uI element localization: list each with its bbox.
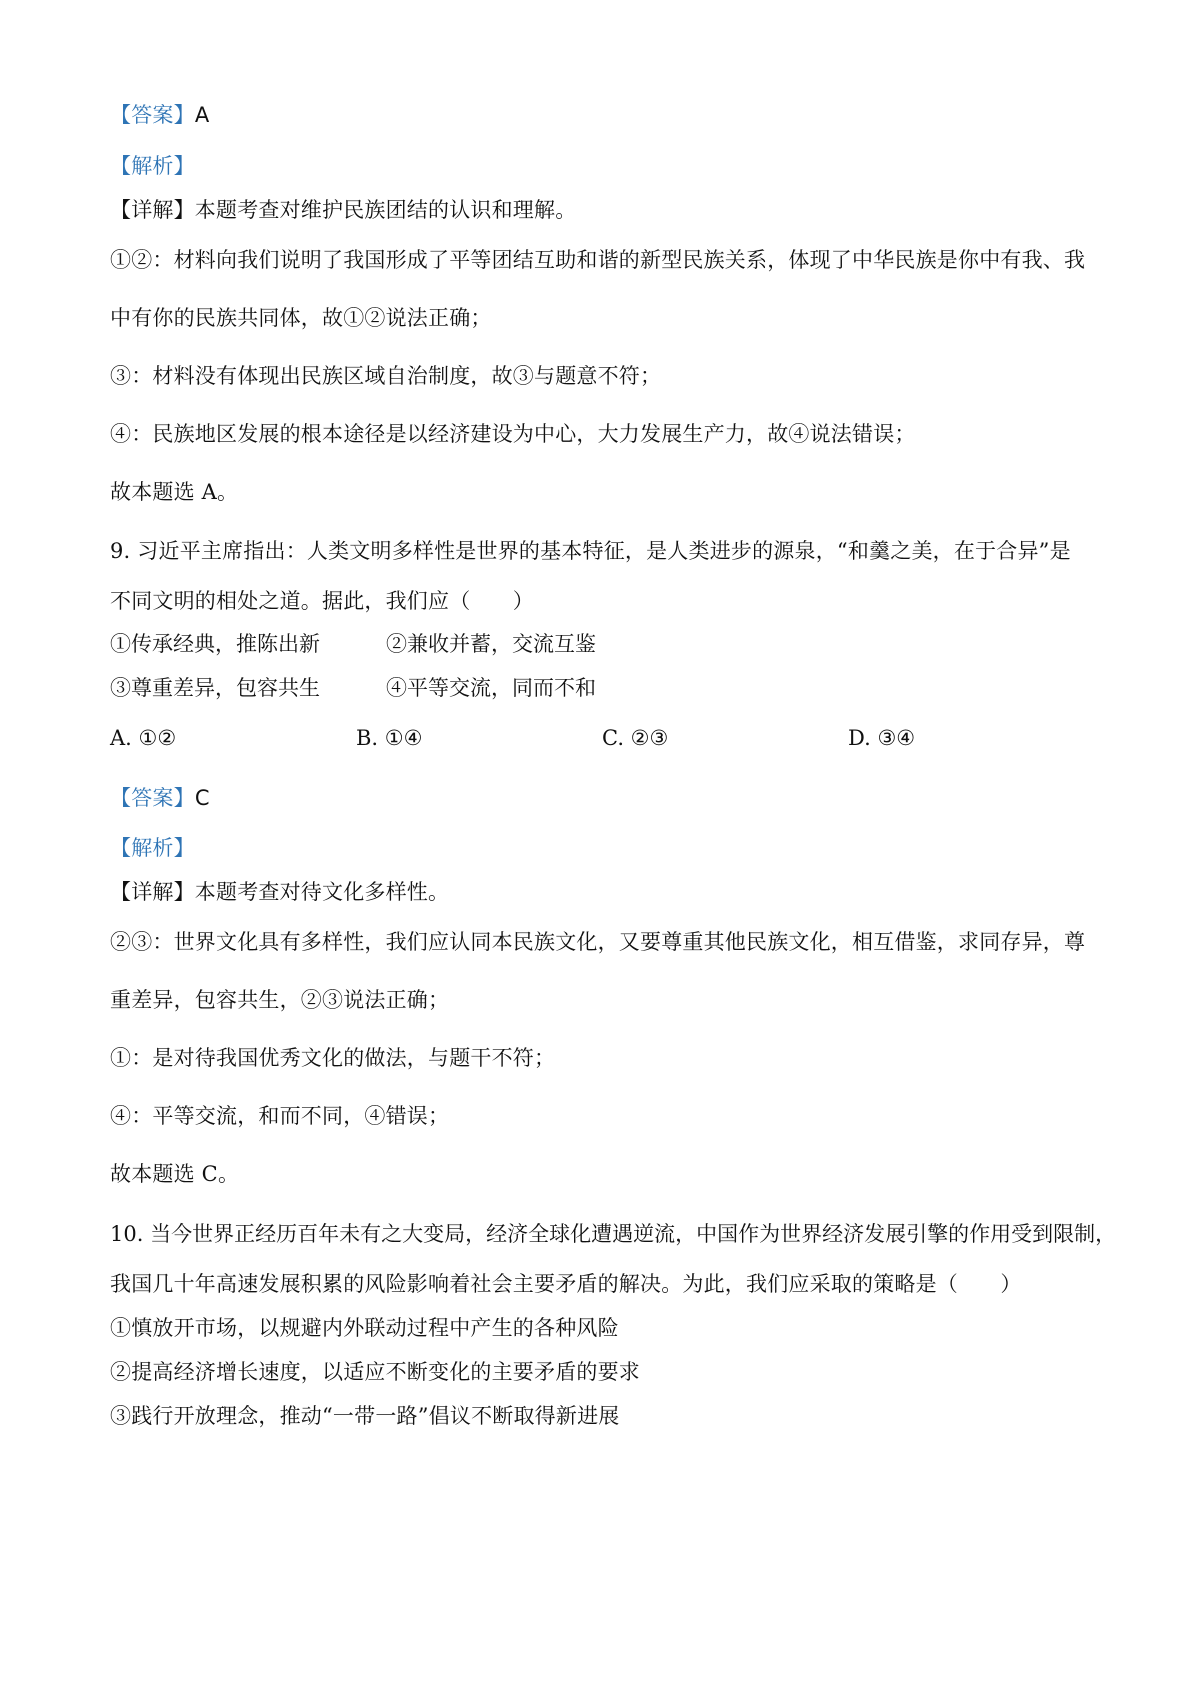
- q8-detail: 【详解】本题考查对维护民族团结的认识和理解。: [110, 198, 577, 222]
- q9-line-1: ②③：世界文化具有多样性，我们应认同本民族文化，又要尊重其他民族文化，相互借鉴，求同存异，尊: [110, 930, 1086, 954]
- q10-stem-line-1: 10. 当今世界正经历百年未有之大变局，经济全球化遭遇逆流，中国作为世界经济发展引擎的作用受到限制，: [110, 1222, 1117, 1246]
- q9-line-4: ④：平等交流，和而不同，④错误；: [110, 1104, 450, 1128]
- q9-detail: 【详解】本题考查对待文化多样性。: [110, 880, 450, 904]
- q8-line-1: ①②：材料向我们说明了我国形成了平等团结互助和谐的新型民族关系，体现了中华民族是你中有我、我: [110, 248, 1086, 272]
- answer-tag: 【答案】: [110, 786, 195, 810]
- q9-analysis-tag: 【解析】: [110, 836, 195, 860]
- q9-item-4: ④平等交流，同而不和: [386, 676, 596, 700]
- q10-item-1: ①慎放开市场，以规避内外联动过程中产生的各种风险: [110, 1316, 619, 1340]
- q9-conclusion: 故本题选 C。: [110, 1162, 240, 1186]
- q9-option-b: B. ①④: [356, 726, 423, 750]
- q9-item-3: ③尊重差异，包容共生: [110, 676, 320, 700]
- q9-answer: [110, 784, 210, 812]
- q10-item-2: ②提高经济增长速度，以适应不断变化的主要矛盾的要求: [110, 1360, 640, 1384]
- q8-line-4: ④：民族地区发展的根本途径是以经济建设为中心，大力发展生产力，故④说法错误；: [110, 422, 916, 446]
- q9-line-3: ①：是对待我国优秀文化的做法，与题干不符；: [110, 1046, 556, 1070]
- answer-tag: 【答案】: [110, 103, 195, 127]
- answer-value: A: [194, 103, 210, 127]
- q9-option-c: C. ②③: [602, 726, 669, 750]
- q9-item-2: ②兼收并蓄，交流互鉴: [386, 632, 596, 656]
- q10-stem-line-2: 我国几十年高速发展积累的风险影响着社会主要矛盾的解决。为此，我们应采取的策略是（ ）: [110, 1272, 1022, 1296]
- q10-item-3: ③践行开放理念，推动“一带一路”倡议不断取得新进展: [110, 1404, 620, 1428]
- q9-option-d: D. ③④: [848, 726, 916, 750]
- q9-item-1: ①传承经典，推陈出新: [110, 632, 320, 656]
- answer-value: C: [194, 786, 210, 810]
- q8-analysis-tag: 【解析】: [110, 154, 195, 178]
- q9-stem-line-1: 9. 习近平主席指出：人类文明多样性是世界的基本特征，是人类进步的源泉，“和羹之美，在于合异”是: [110, 539, 1071, 563]
- q9-line-2: 重差异，包容共生，②③说法正确；: [110, 988, 450, 1012]
- q8-answer: [110, 101, 209, 129]
- q9-option-a: A. ①②: [110, 726, 177, 750]
- q8-line-2: 中有你的民族共同体，故①②说法正确；: [110, 306, 492, 330]
- q8-line-3: ③：材料没有体现出民族区域自治制度，故③与题意不符；: [110, 364, 662, 388]
- q8-conclusion: 故本题选 A。: [110, 480, 239, 504]
- q9-stem-line-2: 不同文明的相处之道。据此，我们应（ ）: [110, 589, 534, 613]
